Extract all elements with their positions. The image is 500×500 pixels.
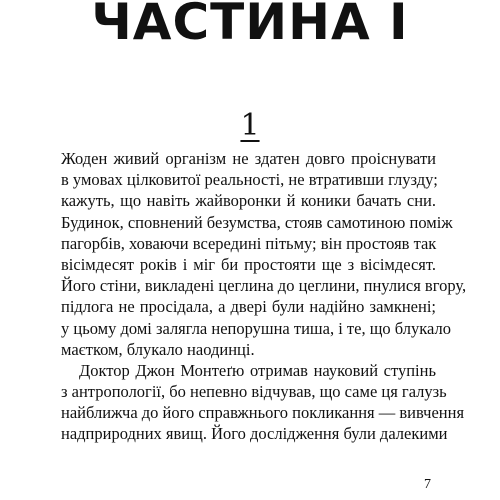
text-line: надприродних явищ. Його дослідження були далекими (61, 424, 448, 444)
text-line: Будинок, сповнений безумства, стояв самотиною поміж (61, 212, 453, 232)
text-line: пагорбів, ховаючи всередині пітьму; він простояв так (61, 233, 437, 253)
text-line: Жоден живий організм не здатен довго проіснувати (61, 149, 436, 168)
text-line: Доктор Джон Монтеґю отримав науковий ступінь (79, 360, 436, 380)
page-number: 7 (424, 477, 431, 492)
text-line: в умовах цілковитої реальності, не втративши глузду; (61, 170, 438, 190)
text-line: у цьому домі залягла непорушна тиша, і те, що блукало (61, 318, 451, 338)
text-line: маєтком, блукало наодинці. (61, 339, 255, 359)
chapter-number: 1 (240, 108, 260, 143)
body-text (61, 148, 467, 445)
part-title: ЧАСТИНА І (91, 0, 409, 51)
text-line: підлога не просідала, а двері були надійно замкнені; (61, 297, 436, 317)
text-line: Його стіни, викладені цеглина до цеглини, пнулися вгору, (61, 276, 467, 296)
text-line: вісімдесят років і міг би простояти ще з вісімдесят. (61, 254, 436, 274)
text-line: кажуть, що навіть жайворонки й коники бачать сни. (61, 191, 436, 211)
text-line: найближча до його справжнього покликання — вивчення (61, 403, 465, 423)
text-line: з антропології, бо непевно відчував, що саме ця галузь (61, 382, 447, 402)
